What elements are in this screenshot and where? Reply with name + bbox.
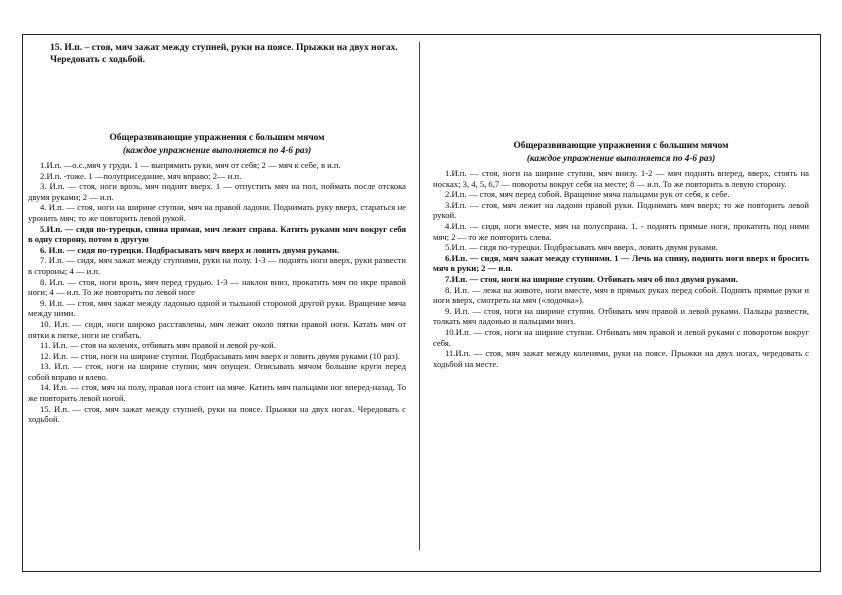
exercise-item: 10.И.п. — стоя, ноги на ширине ступни. Отбивать мяч правой и левой руками с поворотом вокруг себя.	[433, 326, 809, 348]
left-column	[28, 42, 406, 425]
left-section-subtitle: (каждое упражнение выполняется по 4-6 раз)	[122, 145, 312, 155]
exercise-item: 13. И.п. — стоя, ноги на ширине ступни, мяч опущен. Описывать мячом большие круги перед собой вправо и влево.	[28, 361, 406, 382]
exercise-item: 3. И.п. — стоя, ноги врозь, мяч поднят вверх. 1 — отпустить мяч на пол, поймать после отскока двумя руками; 2 — и.п.	[28, 181, 406, 202]
left-spacer	[28, 66, 406, 132]
exercise-item: 1.И.п. — стоя, ноги на ширине ступни, мяч внизу. 1-2 — мяч поднять вперед, вверх, стоять на носках; 3, 4, 5, 6,7 — повороты вокруг себя на месте; 8 — и.п. То же повторить в левую сторону.	[433, 168, 809, 189]
exercise-item: 8. И.п. — стоя, ноги врозь, мяч перед грудью. 1-3 — наклон вниз, прокатить мяч по икре правой ноги; 4 — и.п. То же повторить по левой ноге	[28, 276, 406, 298]
exercise-item: 6. И.п. — сидя по-турецки. Подбрасывать мяч вверх и ловить двумя руками.	[40, 244, 340, 255]
left-top-note: 15. И.п. – стоя, мяч зажат между ступней, руки на поясе. Прыжки на двух ногах. Чередовать с ходьбой.	[50, 42, 398, 65]
exercise-item: 7.И.п. — стоя, ноги на ширине ступни. Отбивать мяч об пол двумя руками.	[445, 273, 738, 284]
right-exercise-list	[433, 168, 809, 369]
exercise-item: 2.И.п. -тоже. 1 —полуприседание, мяч вправо; 2— и.п.	[40, 170, 242, 181]
left-exercise-list	[28, 160, 406, 425]
exercise-item: 9. И.п. — стоя, мяч зажат между ладонью одной и тыльной стороной другой руки. Вращение мяча между ними.	[28, 297, 406, 319]
right-spacer	[433, 42, 809, 140]
exercise-item: 7. И.п. — сидя, мяч зажат между ступнями, руки на полу. 1-3 — поднять ноги вверх, руки развести в стороны; 4 — и.п.	[28, 255, 406, 276]
exercise-item: 6.И.п. — сидя, мяч зажат между ступнями. 1 — Лечь на спину, поднять ноги вверх и бросить мяч в руки; 2 — и.п.	[433, 252, 809, 274]
exercise-item: 5.И.п. — сидя по-турецки. Подбрасывать мяч вверх, ловить двумя руками.	[445, 242, 718, 253]
exercise-item: 8. И.п. — лежа на животе, ноги вместе, мяч в прямых руках перед собой. Поднять прямые руки и ноги вверх, смотреть на мяч («лодочка»).	[433, 284, 809, 306]
left-section-title: Общеразвивающие упражнения с большим мячом	[109, 133, 325, 143]
exercise-item: 10. И.п. — сидя, ноги широко расставлены, мяч лежит около пятки правой ноги. Катать мяч от пятки к пятке, ноги не сгибать.	[28, 318, 406, 340]
column-divider	[419, 42, 420, 550]
exercise-item: 15. И.п. — стоя, мяч зажат между ступней, руки на поясе. Прыжки на двух ногах. Чередовать с ходьбой.	[28, 403, 406, 425]
exercise-item: 12. И.п. — стоя, ноги на ширине ступни. Подбрасывать мяч вверх и ловить двумя руками (10 раз).	[40, 350, 400, 361]
exercise-item: 4.И.п. — сидя, ноги вместе, мяч на полуспрана. 1. - поднять прямые ноги, прокатить под ними мяч; 2 — то же повторить слева.	[433, 220, 809, 242]
exercise-item: 1.И.п. —о.с.,мяч у груди. 1 — выпрямить руки, мяч от себя; 2 — мяч к себе, в и.п.	[40, 160, 341, 170]
exercise-item: 2.И.п. — стоя, мяч перед собой. Вращение мяча пальцами рук от себя, к себе.	[445, 189, 730, 200]
exercise-item: 11.И.п. — стоя, мяч зажат между коленями, руки на поясе. Прыжки на двух ногах, чередовать с ходьбой на месте.	[433, 348, 809, 369]
exercise-item: 14. И.п. — стоя, мяч на полу, правая нога стоит на мяче. Катить мяч пальцами ног вперед-назад. То же повторить левой ногой.	[28, 382, 406, 404]
exercise-item: 11. И.п. — стоя на коленях, отбивать мяч правой и левой ру-кой.	[40, 340, 276, 351]
exercise-item: 3.И.п. — стоя, мяч лежит на ладони правой руки. Поднимать мяч вверх; то же повторить левой рукой.	[433, 199, 809, 221]
exercise-item: 4. И.п. — стоя, ноги на ширине ступни, мяч на правой ладони. Поднимать руку вверх, стараться не уронить мяч; то же повторить левой рукой.	[28, 202, 406, 223]
right-column	[433, 42, 809, 369]
exercise-item: 5.И.п. — сидя по-турецки, спина прямая, мяч лежит справа. Катить руками мяч вокруг себя в одну сторону, потом в другую	[28, 223, 406, 245]
right-section-subtitle: (каждое упражнение выполняется по 4-6 раз)	[526, 153, 716, 163]
right-section-title: Общеразвивающие упражнения с большим мячом	[513, 141, 729, 151]
exercise-item: 9. И.п. — стоя, ноги на ширине ступни. Отбивать мяч правой и левой руками. Пальцы развести, толкать мяч ладонью и пальцами вниз.	[433, 305, 809, 327]
